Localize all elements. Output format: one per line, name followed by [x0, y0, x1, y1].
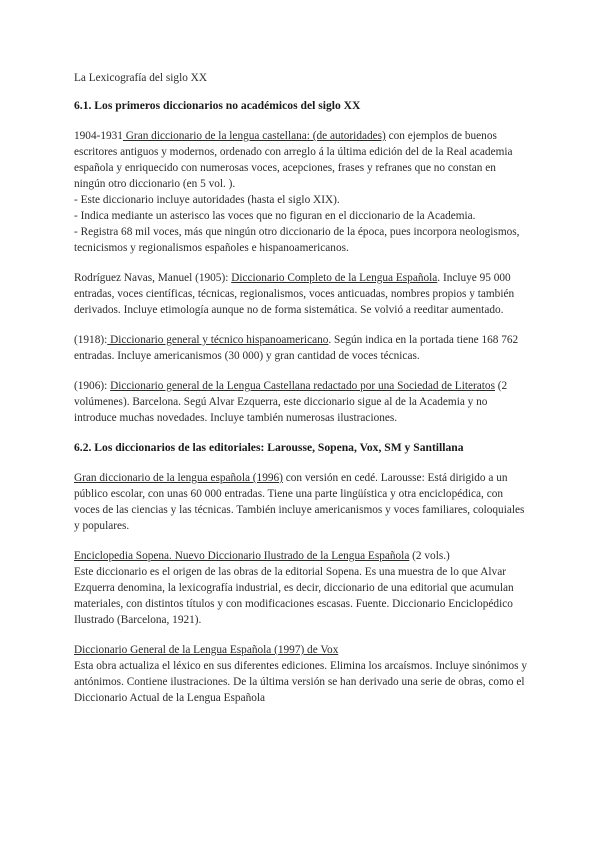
- entry-text: Esta obra actualiza el léxico en sus diferentes ediciones. Elimina los arcaísmos. Incluye sinónimos y antónimos. Contiene ilustraciones. De la última versión se han derivado una serie de obras, como el Diccionario Actual de la Lengua Española: [74, 660, 527, 704]
- entry-title: Gran diccionario de la lengua castellana: (de autoridades): [122, 130, 386, 142]
- entry-date: (1906):: [74, 380, 111, 392]
- entry-text: (2 volúmenes). Barcelona. Segú Alvar Ezquerra, este diccionario sigue al de la Academia y no introduce muchas novedades. Incluye también numerosas ilustraciones.: [74, 380, 508, 424]
- entry-rodriguez-navas: [74, 270, 528, 318]
- entry-gran-diccionario-castellana: [74, 128, 528, 256]
- bullet-item: - Indica mediante un asterisco las voces que no figuran en el diccionario de la Academia.: [74, 210, 476, 222]
- entry-title: Diccionario Completo de la Lengua Española: [231, 272, 438, 284]
- entry-larousse: [74, 470, 528, 534]
- entry-author: Rodríguez Navas, Manuel (1905):: [74, 272, 232, 284]
- entry-sopena: [74, 548, 528, 628]
- entry-title: Gran diccionario de la lengua española (1996): [74, 472, 283, 484]
- entry-date: 1904-1931: [74, 130, 123, 142]
- entry-title: Diccionario general y técnico hispanoamericano: [107, 334, 329, 346]
- section-1-heading: 6.1. Los primeros diccionarios no académicos del siglo XX: [74, 99, 361, 112]
- entry-title: Diccionario General de la Lengua Española (1997) de Vox: [74, 644, 339, 656]
- entry-title-suffix: (2 vols.): [409, 550, 450, 562]
- entry-title: Enciclopedia Sopena. Nuevo Diccionario Ilustrado de la Lengua Española: [74, 550, 410, 562]
- entry-text: con ejemplos de buenos escritores antiguos y modernos, ordenado con arreglo á la última edición del de la Real academia española y enriquecido con numerosas voces, acepciones, frases y refranes que no constan en ningún otro diccionario (en 5 vol. ).: [74, 130, 513, 190]
- document-title: La Lexicografía del siglo XX: [74, 72, 208, 84]
- entry-vox: [74, 642, 528, 706]
- entry-sociedad-de-literatos: [74, 378, 528, 426]
- bullet-item: - Este diccionario incluye autoridades (hasta el siglo XIX).: [74, 194, 340, 206]
- bullet-item: - Registra 68 mil voces, más que ningún otro diccionario de la época, pues incorpora neologismos, tecnicismos y regionalismos españoles e hispanoamericanos.: [74, 226, 520, 254]
- entry-text: . Según indica en la portada tiene 168 762 entradas. Incluye americanismos (30 000) y gran cantidad de voces técnicas.: [74, 334, 519, 362]
- entry-text: . Incluye 95 000 entradas, voces científicas, técnicas, regionalismos, voces anticuadas, nombres propios y también derivados. Incluye etimología aunque no de forma sistemática. Se volvió a reeditar aumentado.: [74, 272, 515, 316]
- entry-text: Este diccionario es el origen de las obras de la editorial Sopena. Es una muestra de lo que Alvar Ezquerra denomina, la lexicografía industrial, es decir, diccionario de una editorial que acumulan materiales, con distintos títulos y con modificaciones escasas. Fuente. Diccionario Enciclopédico Ilustrado (Barcelona, 1921).: [74, 566, 514, 626]
- entry-date: (1918):: [74, 334, 108, 346]
- entry-text: con versión en cedé. Larousse: Está dirigido a un público escolar, con unas 60 000 entradas. Tiene una parte lingüística y otra enciclopédica, con voces de las ciencias y las técnicas. También incluye americanismos y voces familiares, coloquiales y populares.: [74, 472, 525, 532]
- entry-diccionario-hispanoamericano: [74, 332, 528, 364]
- section-2-heading: 6.2. Los diccionarios de las editoriales: Larousse, Sopena, Vox, SM y Santillana: [74, 441, 464, 454]
- entry-title: Diccionario general de la Lengua Castellana redactado por una Sociedad de Literatos: [110, 380, 495, 392]
